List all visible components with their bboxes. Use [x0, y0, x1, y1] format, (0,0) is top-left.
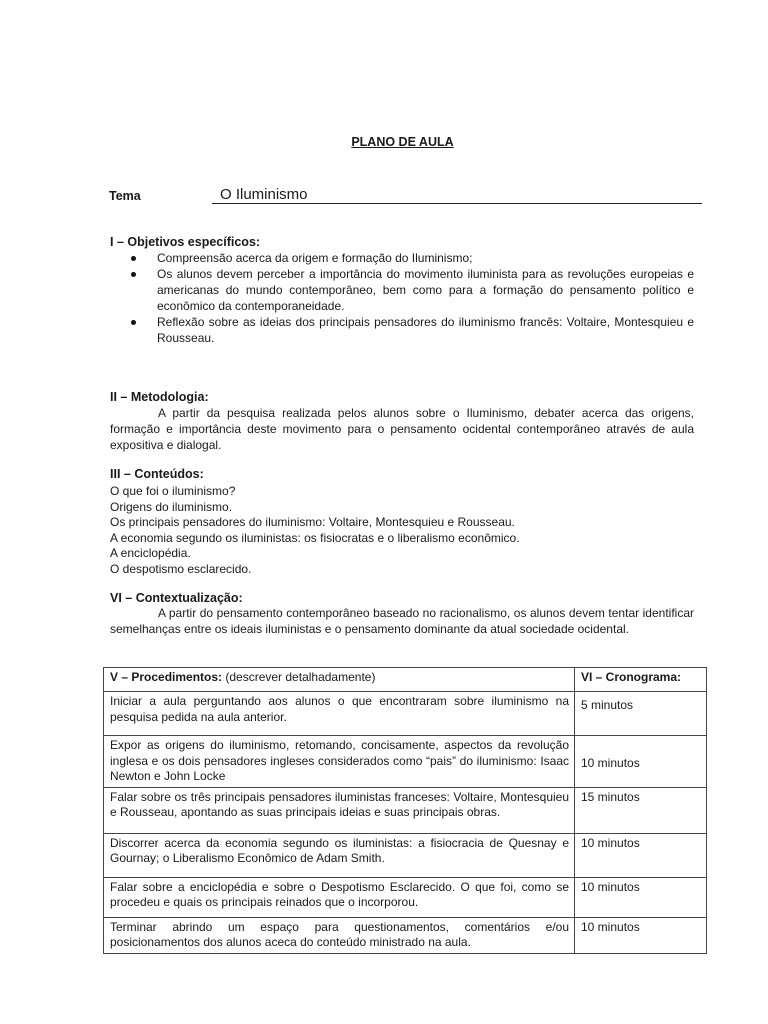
conteudos-list [110, 484, 520, 578]
table-row [104, 736, 707, 788]
tema-value: O Iluminismo [220, 186, 308, 203]
metodologia-text: A partir da pesquisa realizada pelos alunos sobre o Iluminismo, debater acerca das origens, formação e importância deste movimento para o pensamento ocidental contemporâneo através de aula expositiva e dialogal. [110, 406, 694, 452]
table-row [104, 877, 707, 917]
table-row [104, 833, 707, 877]
tempo-cell: 10 minutos [575, 736, 707, 788]
procedimentos-header: V – Procedimentos: (descrever detalhadamente) [104, 668, 575, 692]
list-item: Os principais pensadores do iluminismo: Voltaire, Montesquieu e Rousseau. [110, 515, 515, 530]
list-item: Compreensão acerca da origem e formação do Iluminismo; [131, 250, 694, 266]
procedimento-cell: Terminar abrindo um espaço para questionamentos, comentários e/ou posicionamentos dos alunos aceca do conteúdo ministrado na aula. [104, 917, 575, 953]
bullet-icon [131, 256, 136, 261]
tempo-cell: 10 minutos [575, 877, 707, 917]
procedimento-cell: Discorrer acerca da economia segundo os iluministas: a fisiocracia de Quesnay e Gournay; o Liberalismo Econômico de Adam Smith. [104, 833, 575, 877]
metodologia-heading: II – Metodologia: [110, 390, 209, 404]
tempo-cell: 15 minutos [575, 787, 707, 833]
list-item: A enciclopédia. [110, 546, 191, 561]
page-title: PLANO DE AULA [351, 135, 454, 149]
table-row [104, 692, 707, 736]
procedimento-cell: Expor as origens do iluminismo, retomando, concisamente, aspectos da revolução inglesa e os dois pensadores ingleses considerados como “pais” do iluminismo: Isaac Newton e John Locke [104, 736, 575, 788]
bullet-icon [131, 272, 136, 277]
list-item: O despotismo esclarecido. [110, 561, 252, 576]
table-header-row [104, 668, 707, 692]
table-row [104, 787, 707, 833]
list-item: Os alunos devem perceber a importância do movimento iluminista para as revoluções europeias e americanas do mundo contemporâneo, bem como para a formação do pensamento político e econômico da contemporaneidade. [131, 266, 694, 314]
list-item: A economia segundo os iluministas: os fisiocratas e o liberalismo econômico. [110, 530, 520, 545]
tempo-cell: 10 minutos [575, 917, 707, 953]
procedimento-cell: Falar sobre os três principais pensadores iluministas franceses: Voltaire, Montesquieu e Rousseau, apontando as suas principais ideias e suas principais obras. [104, 787, 575, 833]
procedimentos-table [103, 667, 707, 954]
tema-underline [212, 203, 702, 204]
objetivos-list [131, 250, 694, 346]
tema-label: Tema [109, 189, 141, 203]
list-item: O que foi o iluminismo? [110, 484, 236, 498]
contextualizacao-text: A partir do pensamento contemporâneo baseado no racionalismo, os alunos devem tentar identificar semelhanças entre os ideais iluministas e o pensamento dominante da atual sociedade ocidental. [110, 606, 694, 636]
list-item: Origens do iluminismo. [110, 499, 233, 514]
conteudos-heading: III – Conteúdos: [110, 467, 204, 481]
objetivos-heading: I – Objetivos específicos: [110, 235, 261, 249]
list-item: Reflexão sobre as ideias dos principais pensadores do iluminismo francês: Voltaire, Montesquieu e Rousseau. [131, 314, 694, 346]
procedimento-cell: Iniciar a aula perguntando aos alunos o que encontraram sobre iluminismo na pesquisa pedida na aula anterior. [104, 692, 575, 736]
contextualizacao-heading: VI – Contextualização: [110, 591, 243, 605]
table-row [104, 917, 707, 953]
bullet-icon [131, 320, 136, 325]
cronograma-header: VI – Cronograma: [575, 668, 707, 692]
tempo-cell: 5 minutos [575, 692, 707, 736]
tempo-cell: 10 minutos [575, 833, 707, 877]
procedimento-cell: Falar sobre a enciclopédia e sobre o Despotismo Esclarecido. O que foi, como se procedeu e quais os principais reinados que o incorporou. [104, 877, 575, 917]
